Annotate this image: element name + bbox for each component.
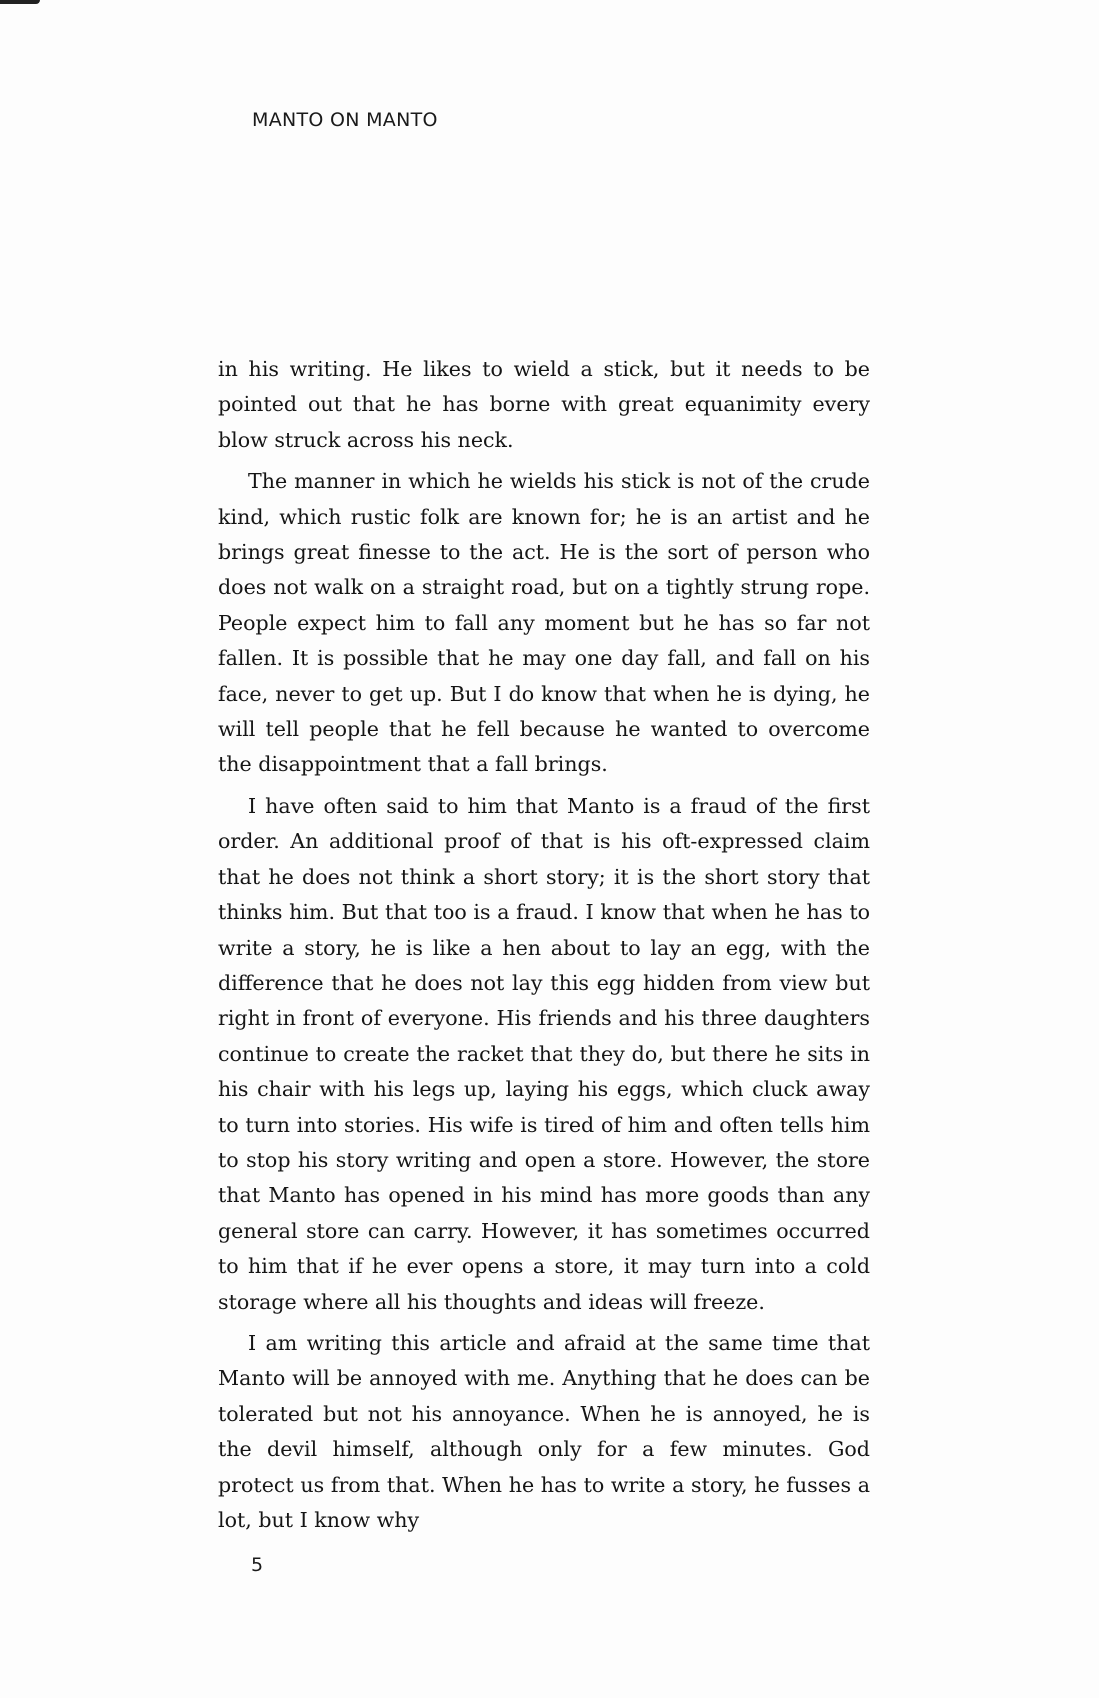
body-text bbox=[218, 352, 870, 1544]
paragraph-2: The manner in which he wields his stick is not of the crude kind, which rustic folk are known for; he is an artist and he brings great finesse to the act. He is the sort of person who does not walk on a straight road, but on a tightly strung rope. People expect him to fall any moment but he has so far not fallen. It is possible that he may one day fall, and fall on his face, never to get up. But I do know that when he is dying, he will tell people that he fell because he wanted to overcome the disappointment that a fall brings. bbox=[218, 469, 870, 777]
running-head: MANTO ON MANTO bbox=[252, 109, 438, 131]
paragraph-3: I have often said to him that Manto is a fraud of the first order. An additional proof of that is his oft-expressed claim that he does not think a short story; it is the short story that thinks him. But that too is a fraud. I know that when he has to write a story, he is like a hen about to lay an egg, with the difference that he does not lay this egg hidden from view but right in front of everyone. His friends and his three daughters continue to create the racket that they do, but there he sits in his chair with his legs up, laying his eggs, which cluck away to turn into stories. His wife is tired of him and often tells him to stop his story writing and open a store. However, the store that Manto has opened in his mind has more goods than any general store can carry. However, it has sometimes occurred to him that if he ever opens a store, it may turn into a cold storage where all his thoughts and ideas will freeze. bbox=[218, 793, 870, 1314]
scan-edge-mark bbox=[0, 0, 40, 4]
page-number: 5 bbox=[251, 1554, 264, 1576]
paragraph-1: in his writing. He likes to wield a stick, but it needs to be pointed out that he has borne with great equanimity every blow struck across his neck. bbox=[218, 357, 870, 452]
paragraph-4: I am writing this article and afraid at the same time that Manto will be annoyed with me. Anything that he does can be tolerated but not his annoyance. When he is annoyed, he is the devil himself, although only for a few minutes. God protect us from that. When he has to write a story, he fusses a lot, but I know why bbox=[218, 1330, 870, 1532]
